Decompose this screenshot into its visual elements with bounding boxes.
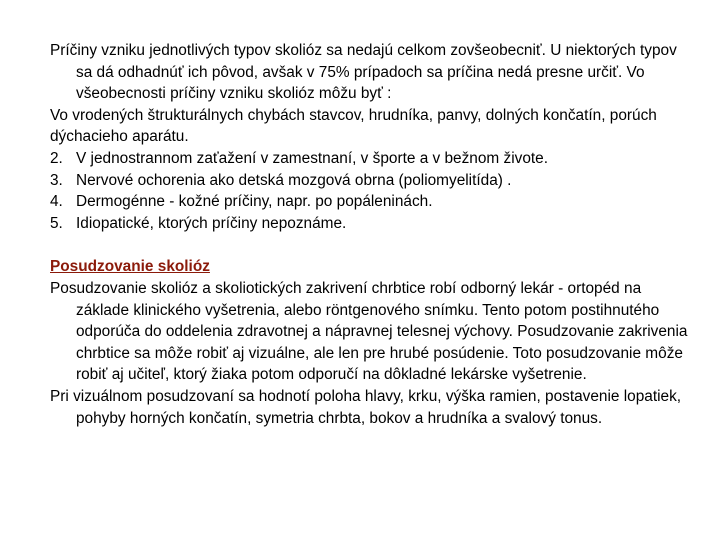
item-number: 5.	[50, 214, 63, 232]
cause-item-3	[50, 170, 690, 192]
item-text: V jednostrannom zaťažení v zamestnaní, v športe a v bežnom živote.	[76, 149, 549, 167]
cause-item-1: Vo vrodených štrukturálnych chybách stavcov, hrudníka, panvy, dolných končatín, porúch dýchacieho aparátu.	[50, 106, 657, 146]
intro-paragraph: Príčiny vzniku jednotlivých typov skolióz sa nedajú celkom zovšeobecniť. U niektorých typov sa dá odhadnúť ich pôvod, avšak v 75% prípadoch sa príčina nedá presne určiť. Vo všeobecnosti príčiny vzniku skolióz môžu byť :	[50, 42, 677, 103]
item-text: Nervové ochorenia ako detská mozgová obrna (poliomyelitída) .	[76, 171, 512, 189]
visual-assessment-paragraph: Pri vizuálnom posudzovaní sa hodnotí poloha hlavy, krku, výška ramien, postavenie lopatiek, pohyby horných končatín, symetria chrbta, bokov a hrudníka a svalový tonus.	[50, 387, 682, 427]
section-heading: Posudzovanie skolióz	[50, 258, 210, 276]
cause-item-4	[50, 191, 690, 213]
section-spacer	[50, 234, 690, 256]
cause-item-2	[50, 148, 690, 170]
item-number: 2.	[50, 149, 63, 167]
slide-content	[50, 40, 690, 429]
item-text: Idiopatické, ktorých príčiny nepoznáme.	[76, 214, 347, 232]
item-text: Dermogénne - kožné príčiny, napr. po popáleninách.	[76, 193, 433, 211]
assessment-paragraph: Posudzovanie skolióz a skoliotických zakrivení chrbtice robí odborný lekár - ortopéd na základe klinického vyšetrenia, alebo röntgenového snímku. Tento potom postihnutého odporúča do oddelenia zdravotnej a nápravnej telesnej výchovy. Posudzovanie zakrivenia chrbtice sa môže robiť aj vizuálne, ale len pre hrubé posúdenie. Toto posudzovanie môže robiť aj učiteľ, ktorý žiaka potom odporučí na dôkladné lekárske vyšetrenie.	[50, 279, 688, 384]
item-number: 4.	[50, 193, 63, 211]
cause-item-5	[50, 213, 690, 235]
item-number: 3.	[50, 171, 63, 189]
